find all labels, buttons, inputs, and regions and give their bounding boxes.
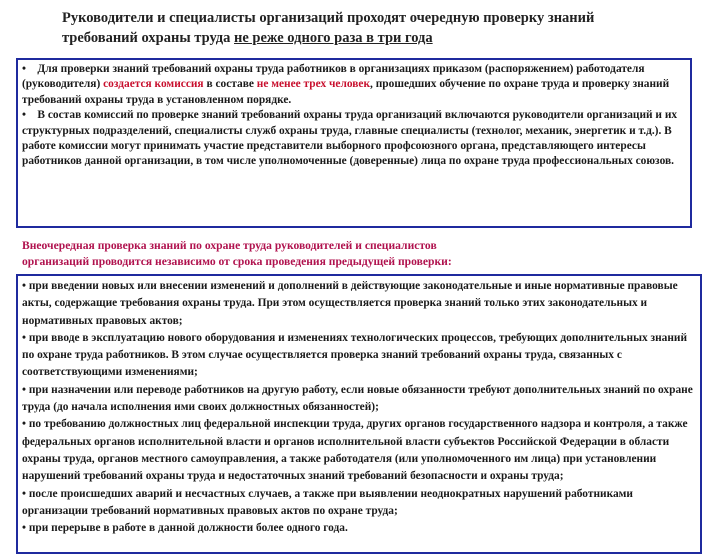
- extraordinary-heading-line-1: Внеочередная проверка знаний по охране труда руководителей и специалистов: [22, 239, 437, 252]
- list-item: • при перерыве в работе в данной должности более одного года.: [22, 522, 348, 535]
- bullet: •: [22, 63, 26, 75]
- commission-paragraph-1: [22, 62, 686, 108]
- commission-size-highlight: не менее трех человек: [256, 78, 371, 91]
- list-item: • при назначении или переводе работников на другую работу, если новые обязанности требуют дополнительных знаний по охране труда (до начала исполнения ими своих должностных обязанностей);: [22, 383, 693, 414]
- list-item: • при введении новых или внесении изменений и дополнений в действующие законодательные и иные нормативные правовые акты, содержащие требования охраны труда. При этом осуществляется проверка знаний только этих законодательных и нормативных правовых актов;: [22, 280, 678, 327]
- commission-text-c: , прошедших обучение по охране труда и проверку знаний требований охраны труда в установленном порядке.: [22, 78, 670, 106]
- extraordinary-check-heading: [22, 238, 692, 269]
- commission-created-highlight: создается комиссия: [103, 78, 204, 91]
- commission-text-a: Для проверки знаний требований охраны труда работников в организациях приказом (распоряжением) работодателя (руководителя): [22, 63, 645, 91]
- commission-text-b: в составе: [203, 78, 257, 91]
- page-title: [62, 8, 702, 48]
- commission-info-box: [16, 58, 692, 228]
- title-line-2: [62, 28, 702, 48]
- title-line-2-prefix: требований охраны труда: [62, 30, 234, 46]
- extraordinary-cases-box: [16, 274, 702, 554]
- extraordinary-heading-line-2: организаций проводится независимо от срока проведения предыдущей проверки:: [22, 254, 452, 268]
- commission-members-text: В состав комиссий по проверке знаний требований охраны труда организаций включаются руководители организаций и их структурных подразделений, специалисты служб охраны труда, главные специалисты (технолог, механик, энергетик и т.д.). В работе комиссии могут принимать участие представители выборного профсоюзного органа, представляющего интересы работников данной организации, в том числе уполномоченные (доверенные) лица по охране труда профессиональных союзов.: [22, 109, 678, 168]
- commission-paragraph-2: [22, 108, 686, 170]
- list-item: • по требованию должностных лиц федеральной инспекции труда, других органов государственного надзора и контроля, а также федеральных органов исполнительной власти и органов исполнительной власти субъектов Российской Федерации в области охраны труда, органов местного самоуправления, а также работодателя (или уполномоченного им лица) при установлении нарушений требований охраны труда и недостаточных знаний требований безопасности и охраны труда;: [22, 418, 688, 483]
- title-line-1: Руководители и специалисты организаций проходят очередную проверку знаний: [62, 10, 595, 26]
- bullet: •: [22, 109, 26, 122]
- list-item: • при вводе в эксплуатацию нового оборудования и изменениях технологических процессов, требующих дополнительных знаний по охране труда работников. В этом случае осуществляется проверка знаний требований охраны труда, связанных с соответствующими изменениями;: [22, 331, 688, 379]
- title-frequency-underlined: не реже одного раза в три года: [234, 30, 433, 46]
- list-item: • после происшедших аварий и несчастных случаев, а также при выявлении неоднократных нарушений работниками организации требований нормативных правовых актов по охране труда;: [22, 487, 633, 517]
